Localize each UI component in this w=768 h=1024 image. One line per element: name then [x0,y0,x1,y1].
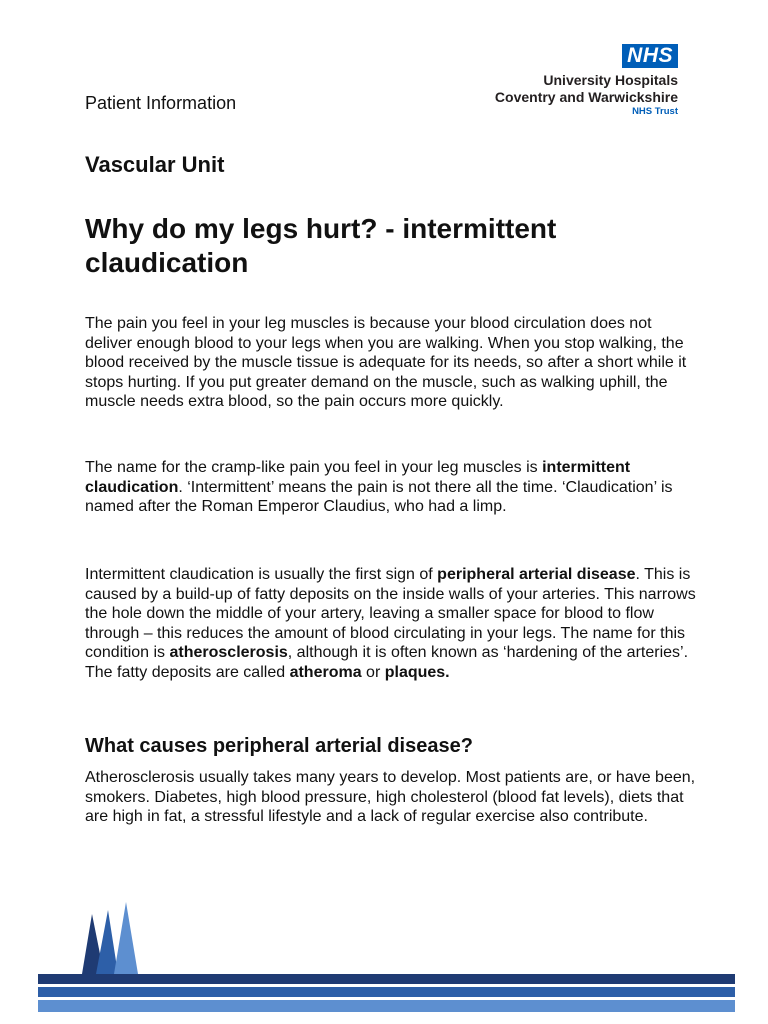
paragraph-4: Atherosclerosis usually takes many years to develop. Most patients are, or have been, smokers. Diabetes, high blood pressure, high cholesterol (blood fat levels), diets that are high in fat, a stressful lifestyle and a lack of regular exercise also contribute. [85,769,696,826]
paragraph-3 [85,565,700,683]
org-name-line2: Coventry and Warwickshire [494,89,678,105]
footer-band-mid [38,987,735,997]
nhs-logo [458,44,678,117]
term-plaques: plaques. [384,663,450,681]
paragraph-3-text: or [361,663,385,681]
footer-band-dark [38,974,735,984]
paragraph-2 [85,458,700,517]
paragraph-2-text: . ‘Intermittent’ means the pain is not there all the time. ‘Claudication’ is named after the Roman Emperor Claudius, who had a limp. [85,478,673,516]
unit-title: Vascular Unit [85,152,225,177]
nhs-badge: NHS [622,44,678,68]
cathedral-spires-graphic [0,890,768,1024]
paragraph-3-text: . This is caused by a build-up of fatty deposits on the inside walls of your arteries. This narrows the hole down the middle of your artery, leaving a smaller space for blood to flow through – this reduces the amount of blood circulating in your legs. The name for this condition is [85,566,696,662]
footer-band-light [38,1000,735,1012]
term-peripheral-arterial-disease: peripheral arterial disease [437,566,636,583]
section-heading: What causes peripheral arterial disease? [85,735,473,757]
paragraph-2-text: The name for the cramp-like pain you feel in your leg muscles is [85,459,543,476]
org-trust: NHS Trust [632,106,678,117]
paragraph-3-text: Intermittent claudication is usually the first sign of [85,566,438,583]
page-title: Why do my legs hurt? - intermittent claudication [85,213,557,278]
patient-information-label: Patient Information [85,93,237,113]
spire-middle [96,910,118,974]
paragraph-1: The pain you feel in your leg muscles is because your blood circulation does not deliver enough blood to your legs when you are walking. When you stop walking, the blood received by the muscle tissue is adequate for its needs, so after a short while it stops hurting. If you put greater demand on the muscle, such as walking uphill, the muscle needs extra blood, so the pain occurs more quickly. [85,315,687,411]
term-atherosclerosis: atherosclerosis [169,644,288,662]
term-atheroma: atheroma [289,663,362,681]
spire-right [114,902,138,974]
org-name-line1: University Hospitals [543,72,678,88]
paragraph-3-text: , although it is often known as ‘hardening of the arteries’. The fatty deposits are called [85,644,689,681]
term-intermittent-claudication: intermittent claudication [85,459,631,496]
